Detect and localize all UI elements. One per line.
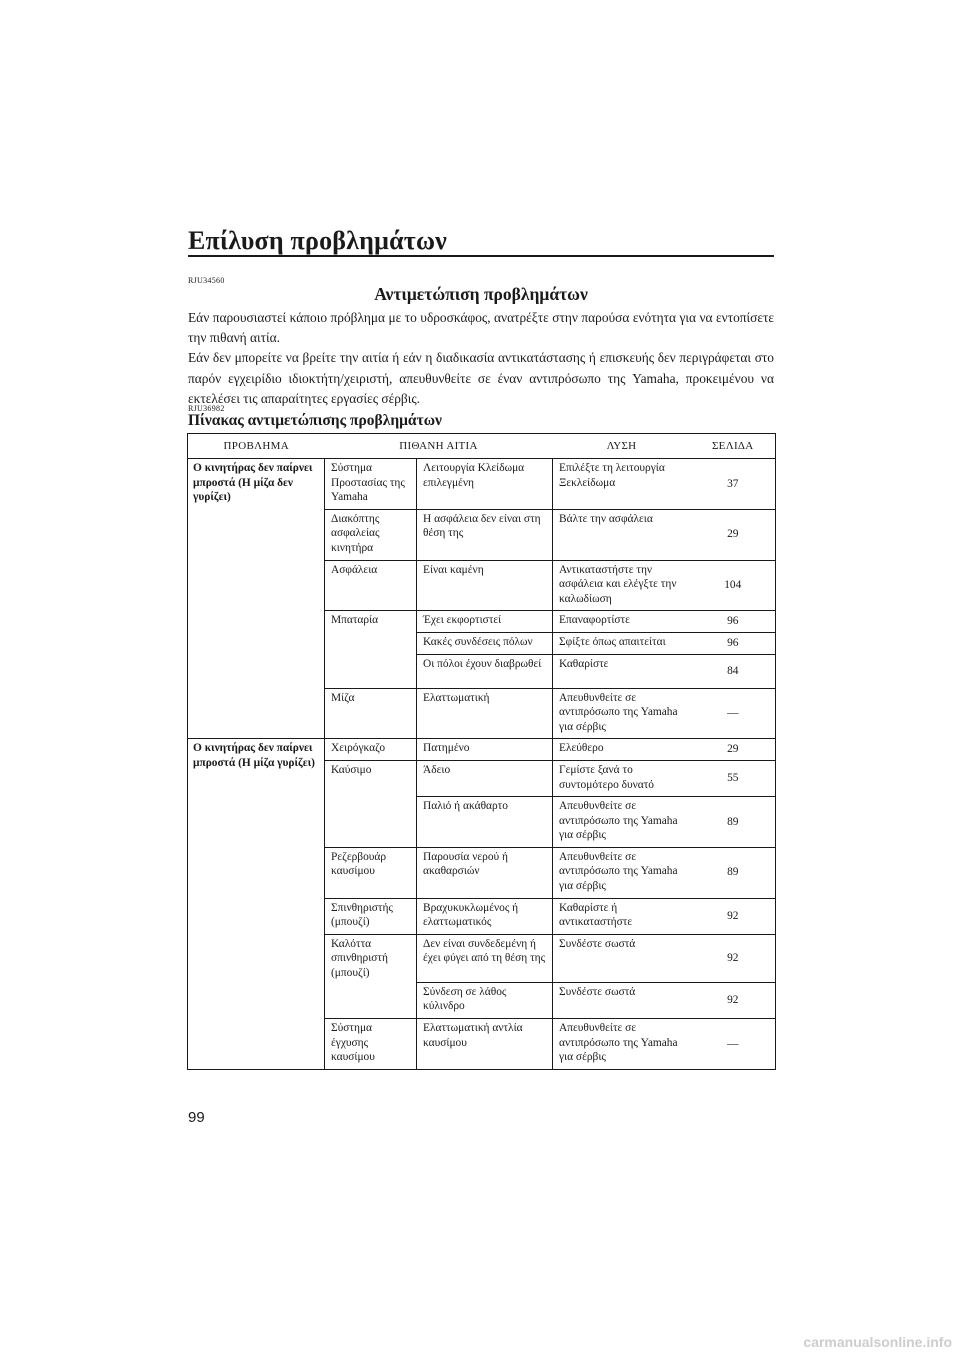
table-heading: Πίνακας αντιμετώπισης προβλημάτων	[188, 412, 442, 429]
component-cell: Ασφάλεια	[325, 560, 417, 611]
solution-cell: Ελεύθερο	[553, 739, 691, 761]
solution-cell: Απευθυνθείτε σε αντιπρόσωπο της Yamaha για σέρβις	[553, 797, 691, 848]
solution-cell: Σφίξτε όπως απαιτείται	[553, 632, 691, 654]
component-cell: Καύσιμο	[325, 760, 417, 847]
section-heading: Αντιμετώπιση προβλημάτων	[374, 284, 588, 304]
solution-cell: Καθαρίστε ή αντικαταστήστε	[553, 898, 691, 934]
cause-cell: Παρουσία νερού ή ακαθαρσιών	[417, 847, 553, 898]
page-cell: 92	[691, 934, 776, 982]
intro-paragraph-2: Εάν δεν μπορείτε να βρείτε την αιτία ή εάν η διαδικασία αντικατάστασης ή επισκευής δεν περιγράφεται στο παρόν εγχειρίδιο ιδιοκτήτη/χειριστή, απευθυνθείτε σε έναν αντιπρόσωπο της Yamaha, προκειμένου να εκτελέσει τις απαραίτητες εργασίες σέρβις.	[188, 350, 774, 406]
troubleshooting-table	[187, 433, 776, 1070]
solution-cell: Απευθυνθείτε σε αντιπρόσωπο της Yamaha για σέρβις	[553, 1019, 691, 1070]
cause-cell: Πατημένο	[417, 739, 553, 761]
cause-cell: Λειτουργία Κλείδωμα επιλεγμένη	[417, 459, 553, 510]
table-header-row	[188, 434, 776, 459]
page-cell: 104	[691, 560, 776, 611]
problem-cell: Ο κινητήρας δεν παίρνει μπροστά (Η μίζα δεν γυρίζει)	[193, 462, 313, 504]
page-cell: 92	[691, 982, 776, 1018]
component-cell: Διακόπτης ασφαλείας κινητήρα	[325, 509, 417, 560]
section-code: RJU34560	[188, 276, 225, 285]
cause-cell: Δεν είναι συνδεδεμένη ή έχει φύγει από τη θέση της	[417, 934, 553, 982]
cause-cell: Παλιό ή ακάθαρτο	[417, 797, 553, 848]
component-cell: Σπινθηριστής (μπουζί)	[325, 898, 417, 934]
column-header-cause: ΠΙΘΑΝΗ ΑΙΤΙΑ	[325, 434, 553, 459]
page-cell: 37	[727, 477, 739, 490]
solution-cell: Καθαρίστε	[553, 654, 691, 688]
solution-cell: Επαναφορτίστε	[553, 611, 691, 633]
intro-text	[188, 308, 774, 409]
solution-cell: Επιλέξτε τη λειτουργία Ξεκλείδωμα	[553, 459, 691, 510]
solution-cell: Απευθυνθείτε σε αντιπρόσωπο της Yamaha για σέρβις	[553, 688, 691, 739]
cause-cell: Οι πόλοι έχουν διαβρωθεί	[417, 654, 553, 688]
component-cell: Ρεζερβουάρ καυσίμου	[325, 847, 417, 898]
cause-cell: Ελαττωματική	[417, 688, 553, 739]
table-code: RJU36982	[188, 404, 225, 413]
cause-cell: Κακές συνδέσεις πόλων	[417, 632, 553, 654]
cause-cell: Έχει εκφορτιστεί	[417, 611, 553, 633]
page-title: Επίλυση προβλημάτων	[188, 226, 448, 255]
cause-cell: Είναι καμένη	[417, 560, 553, 611]
cause-cell: Η ασφάλεια δεν είναι στη θέση της	[417, 509, 553, 560]
page-cell: 89	[691, 797, 776, 848]
solution-cell: Βάλτε την ασφάλεια	[553, 509, 691, 560]
page-cell: 92	[691, 898, 776, 934]
page-cell: 29	[691, 739, 776, 761]
watermark: carmanualsonline.info	[803, 1334, 952, 1350]
component-cell: Καλόττα σπινθηριστή (μπουζί)	[325, 934, 417, 1018]
table-row	[188, 459, 776, 510]
page-number: 99	[188, 1109, 205, 1126]
table-row	[188, 739, 776, 761]
page-cell: 29	[691, 509, 776, 560]
page-cell: 96	[691, 611, 776, 633]
title-divider	[188, 255, 774, 257]
page-cell: 89	[691, 847, 776, 898]
intro-paragraph-1: Εάν παρουσιαστεί κάποιο πρόβλημα με το υδροσκάφος, ανατρέξτε στην παρούσα ενότητα για να εντοπίσετε την πιθανή αιτία.	[188, 310, 774, 346]
cause-cell: Άδειο	[417, 760, 553, 796]
problem-cell: Ο κινητήρας δεν παίρνει μπροστά (Η μίζα γυρίζει)	[188, 739, 325, 1070]
solution-cell: Συνδέστε σωστά	[553, 934, 691, 982]
component-cell: Σύστημα Προστασίας της Yamaha	[325, 459, 417, 510]
page-cell: 96	[691, 632, 776, 654]
column-header-solution: ΛΥΣΗ	[553, 434, 691, 459]
cause-cell: Ελαττωματική αντλία καυσίμου	[417, 1019, 553, 1070]
component-cell: Χειρόγκαζο	[325, 739, 417, 761]
solution-cell: Γεμίστε ξανά το συντομότερο δυνατό	[553, 760, 691, 796]
page-cell: 84	[691, 654, 776, 688]
component-cell: Μίζα	[325, 688, 417, 739]
column-header-page: ΣΕΛΙΔΑ	[691, 434, 776, 459]
page-cell: 55	[691, 760, 776, 796]
solution-cell: Απευθυνθείτε σε αντιπρόσωπο της Yamaha για σέρβις	[553, 847, 691, 898]
column-header-problem: ΠΡΟΒΛΗΜΑ	[188, 434, 325, 459]
cause-cell: Σύνδεση σε λάθος κύλινδρο	[417, 982, 553, 1018]
component-cell: Σύστημα έγχυσης καυσίμου	[325, 1019, 417, 1070]
solution-cell: Συνδέστε σωστά	[553, 982, 691, 1018]
component-cell: Μπαταρία	[325, 611, 417, 688]
page-cell: —	[691, 688, 776, 739]
solution-cell: Αντικαταστήστε την ασφάλεια και ελέγξτε την καλωδίωση	[553, 560, 691, 611]
page-cell: —	[691, 1019, 776, 1070]
cause-cell: Βραχυκυκλωμένος ή ελαττωματικός	[417, 898, 553, 934]
